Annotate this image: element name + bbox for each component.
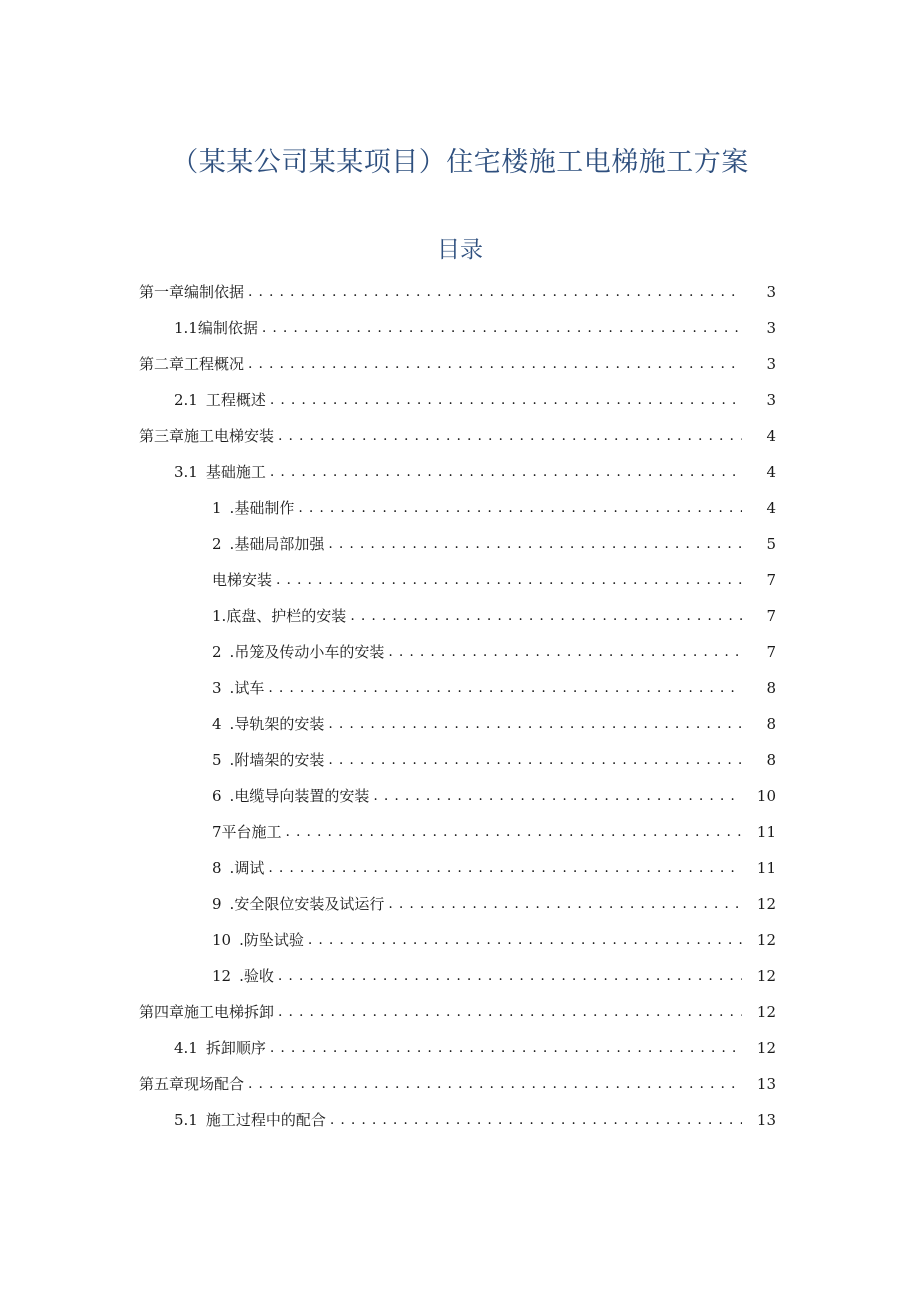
- toc-entry-number: 2: [212, 535, 222, 553]
- toc-dot-leader: [248, 282, 742, 302]
- toc-entry[interactable]: [0, 886, 920, 922]
- toc-entry-label: .验收: [239, 967, 274, 985]
- toc-entry[interactable]: [0, 274, 920, 310]
- toc-entry[interactable]: [0, 490, 920, 526]
- toc-entry[interactable]: [0, 562, 920, 598]
- toc-dot-leader: [278, 426, 742, 446]
- toc-page-number: 8: [766, 679, 776, 697]
- toc-entry[interactable]: [0, 850, 920, 886]
- toc-entry[interactable]: [0, 382, 920, 418]
- toc-dot-leader: [276, 570, 742, 590]
- toc-entry-label: .防坠试验: [239, 931, 304, 949]
- toc-entry[interactable]: [0, 346, 920, 382]
- toc-entry-text: [174, 1038, 270, 1058]
- toc-entry-text: [212, 786, 373, 806]
- toc-dot-leader: [270, 1038, 742, 1058]
- toc-dot-leader: [268, 858, 742, 878]
- toc-entry-label: 拆卸顺序: [205, 1039, 266, 1057]
- toc-entry-text: [174, 390, 270, 410]
- toc-page-number: 12: [756, 1003, 776, 1021]
- toc-entry[interactable]: [0, 922, 920, 958]
- toc-page-number: 10: [756, 787, 776, 805]
- toc-dot-leader: [328, 750, 742, 770]
- toc-entry-text: [139, 1002, 278, 1022]
- toc-entry-text: [212, 570, 276, 590]
- toc-page-number: 3: [766, 319, 776, 337]
- toc-entry-text: [212, 930, 308, 950]
- toc-entry-number: 5.1: [174, 1111, 198, 1129]
- toc-entry[interactable]: [0, 526, 920, 562]
- toc-page-number: 12: [756, 895, 776, 913]
- toc-entry-label: 工程概述: [205, 391, 266, 409]
- toc-page-number: 11: [756, 859, 776, 877]
- toc-entry-label: 基础施工: [205, 463, 266, 481]
- toc-entry[interactable]: [0, 310, 920, 346]
- toc-entry-text: [212, 642, 388, 662]
- toc-entry-number: 2.1: [174, 391, 198, 409]
- toc-dot-leader: [388, 642, 742, 662]
- toc-entry-number: 9: [212, 895, 222, 913]
- toc-entry-text: [212, 678, 268, 698]
- toc-dot-leader: [270, 390, 742, 410]
- toc-page-number: 3: [766, 355, 776, 373]
- toc-entry[interactable]: [0, 1066, 920, 1102]
- toc-page-number: 5: [766, 535, 776, 553]
- toc-dot-leader: [330, 1110, 742, 1130]
- toc-entry[interactable]: [0, 1030, 920, 1066]
- toc-entry-number: 4.1: [174, 1039, 198, 1057]
- toc-entry-text: [139, 426, 278, 446]
- toc-entry-label: .基础制作: [229, 499, 295, 517]
- toc-entry-label: 第三章施工电梯安装: [139, 427, 275, 445]
- toc-page-number: 3: [766, 283, 776, 301]
- toc-dot-leader: [278, 1002, 742, 1022]
- toc-dot-leader: [373, 786, 742, 806]
- toc-page-number: 3: [766, 391, 776, 409]
- toc-dot-leader: [278, 966, 742, 986]
- toc-entry[interactable]: [0, 454, 920, 490]
- toc-entry[interactable]: [0, 598, 920, 634]
- toc-entry-label: .调试: [229, 859, 265, 877]
- toc-entry-label: .吊笼及传动小车的安装: [229, 643, 385, 661]
- toc-entry-label: .基础局部加强: [229, 535, 325, 553]
- toc-entry-label: .安全限位安装及试运行: [229, 895, 385, 913]
- toc-entry-label: .试车: [229, 679, 265, 697]
- toc-dot-leader: [350, 606, 742, 626]
- toc-page-number: 4: [766, 463, 776, 481]
- toc-entry-label: 7平台施工: [212, 823, 282, 841]
- toc-entry-text: [212, 606, 350, 626]
- toc-entry-label: 电梯安装: [212, 571, 273, 589]
- toc-page-number: 4: [766, 427, 776, 445]
- toc-entry-number: 6: [212, 787, 222, 805]
- toc-dot-leader: [298, 498, 742, 518]
- toc-dot-leader: [248, 354, 742, 374]
- toc-dot-leader: [308, 930, 742, 950]
- toc-page-number: 12: [756, 967, 776, 985]
- toc-entry-text: [212, 714, 328, 734]
- toc-entry-label: 第五章现场配合: [139, 1075, 245, 1093]
- toc-heading: 目录: [437, 237, 483, 263]
- toc-page-number: 8: [766, 715, 776, 733]
- toc-entry-text: [174, 1110, 330, 1130]
- toc-entry[interactable]: [0, 1102, 920, 1138]
- toc-page-number: 8: [766, 751, 776, 769]
- toc-dot-leader: [270, 462, 742, 482]
- toc-entry[interactable]: [0, 814, 920, 850]
- toc-entry-text: [174, 462, 270, 482]
- toc-dot-leader: [328, 714, 742, 734]
- toc-entry-label: 1.底盘、护栏的安装: [212, 607, 347, 625]
- toc-page-number: 12: [756, 931, 776, 949]
- toc-entry-label: 第四章施工电梯拆卸: [139, 1003, 275, 1021]
- toc-entry-text: [139, 1074, 248, 1094]
- toc-entry-text: [212, 750, 328, 770]
- toc-entry-text: [212, 534, 328, 554]
- toc-entry-number: 4: [212, 715, 222, 733]
- toc-entry-label: .导轨架的安装: [229, 715, 325, 733]
- toc-page-number: 4: [766, 499, 776, 517]
- toc-entry-label: .电缆导向装置的安装: [229, 787, 370, 805]
- toc-entry[interactable]: [0, 742, 920, 778]
- toc-entry-label: 施工过程中的配合: [205, 1111, 326, 1129]
- toc-page-number: 7: [766, 571, 776, 589]
- toc-entry-text: [212, 498, 298, 518]
- toc-entry-label: 第二章工程概况: [139, 355, 245, 373]
- toc-page-number: 13: [756, 1075, 776, 1093]
- toc-entry[interactable]: [0, 418, 920, 454]
- toc-entry-number: 10: [212, 931, 232, 949]
- toc-entry-text: [139, 282, 248, 302]
- toc-entry-number: 5: [212, 751, 222, 769]
- toc-dot-leader: [262, 318, 742, 338]
- toc-entry-number: 2: [212, 643, 222, 661]
- toc-entry-number: 8: [212, 859, 222, 877]
- toc-entry-text: [212, 966, 278, 986]
- toc-entry[interactable]: [0, 994, 920, 1030]
- toc-entry-number: 3: [212, 679, 222, 697]
- table-of-contents: [0, 274, 920, 1138]
- toc-entry-text: [212, 894, 388, 914]
- toc-entry-number: 3.1: [174, 463, 198, 481]
- toc-page-number: 12: [756, 1039, 776, 1057]
- toc-entry[interactable]: [0, 706, 920, 742]
- toc-entry-label: 1.1编制依据: [174, 319, 258, 337]
- toc-entry-text: [174, 318, 262, 338]
- toc-entry[interactable]: [0, 670, 920, 706]
- toc-page-number: 7: [766, 643, 776, 661]
- toc-entry-label: 第一章编制依据: [139, 283, 245, 301]
- toc-entry[interactable]: [0, 778, 920, 814]
- toc-page-number: 13: [756, 1111, 776, 1129]
- toc-dot-leader: [268, 678, 742, 698]
- toc-dot-leader: [286, 822, 742, 842]
- toc-entry-number: 12: [212, 967, 232, 985]
- toc-dot-leader: [388, 894, 742, 914]
- toc-dot-leader: [328, 534, 742, 554]
- document-title: （某某公司某某项目）住宅楼施工电梯施工方案: [171, 147, 749, 178]
- toc-entry[interactable]: [0, 634, 920, 670]
- toc-entry-text: [139, 354, 248, 374]
- toc-entry-label: .附墙架的安装: [229, 751, 325, 769]
- toc-page-number: 11: [756, 823, 776, 841]
- toc-entry[interactable]: [0, 958, 920, 994]
- toc-dot-leader: [248, 1074, 742, 1094]
- toc-entry-text: [212, 822, 286, 842]
- toc-entry-number: 1: [212, 499, 222, 517]
- toc-page-number: 7: [766, 607, 776, 625]
- toc-entry-text: [212, 858, 268, 878]
